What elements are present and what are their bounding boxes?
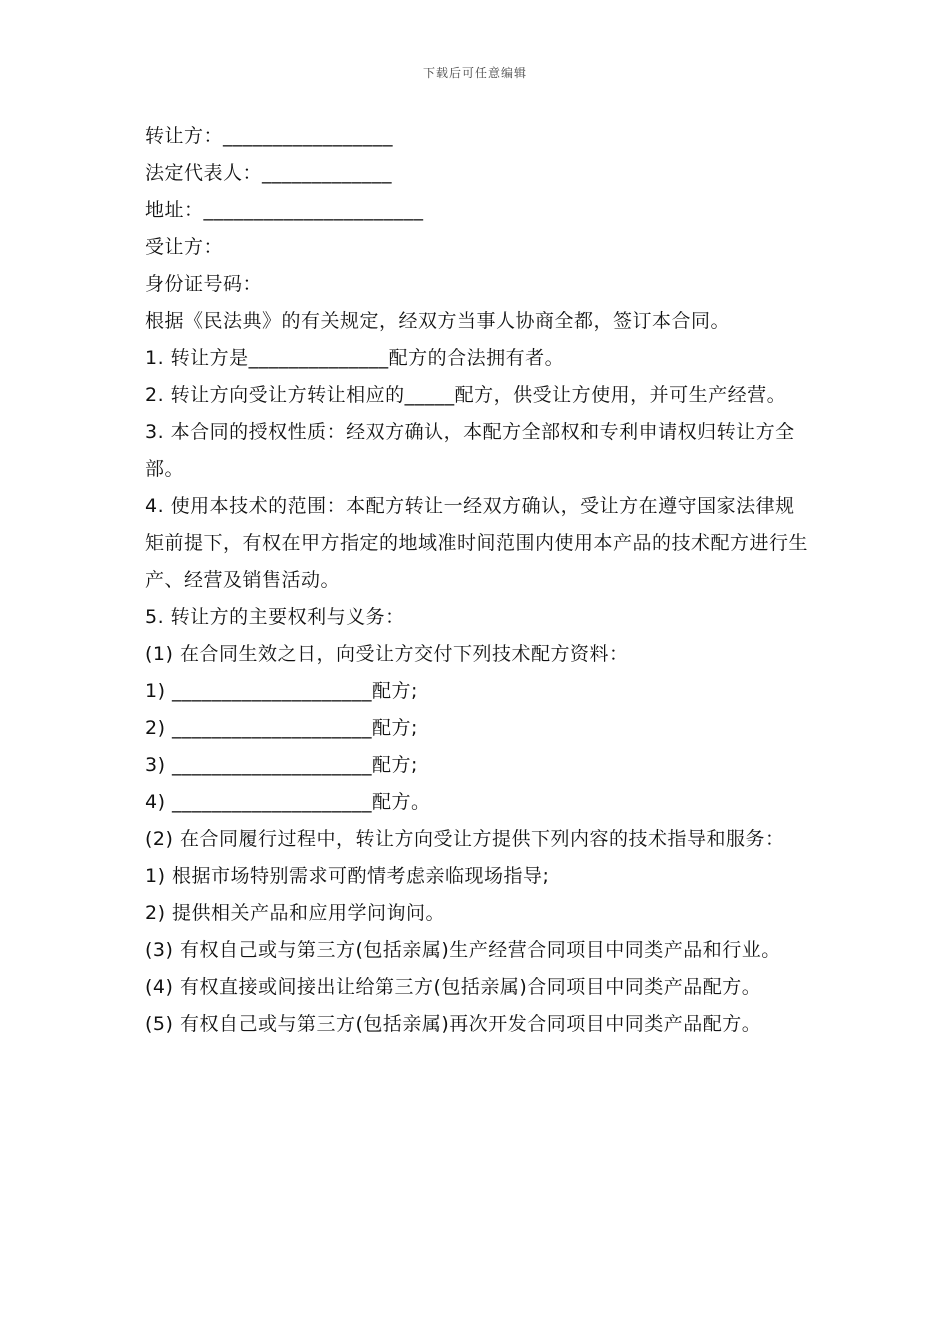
clause-5-heading: 5. 转让方的主要权利与义务： (145, 606, 405, 628)
formula-line-1: 1) ____________________配方; (145, 680, 418, 702)
formula-line-2: 2) ____________________配方; (145, 717, 418, 739)
clause-5-item-1: (1) 在合同生效之日，向受让方交付下列技术配方资料： (145, 643, 629, 665)
guidance-item-1: 1) 根据市场特别需求可酌情考虑亲临现场指导; (145, 865, 550, 887)
formula-line-4: 4) ____________________配方。 (145, 791, 431, 813)
address-line: 地址：______________________ (145, 199, 424, 221)
page-header: 下载后可任意编辑 (422, 66, 527, 80)
clause-5-item-2: (2) 在合同履行过程中，转让方向受让方提供下列内容的技术指导和服务： (145, 828, 785, 850)
clause-1: 1. 转让方是______________配方的合法拥有者。 (145, 347, 565, 369)
transferor-line: 转让方：_________________ (145, 125, 394, 147)
legal-representative-line: 法定代表人：_____________ (145, 162, 393, 184)
clause-5-item-4: (4) 有权直接或间接出让给第三方(包括亲属)合同项目中同类产品配方。 (145, 976, 762, 998)
guidance-item-2: 2) 提供相关产品和应用学问询问。 (145, 902, 446, 924)
clause-2: 2. 转让方向受让方转让相应的_____配方，供受让方使用，并可生产经营。 (145, 384, 787, 406)
clause-3: 3. 本合同的授权性质：经双方确认，本配方全部权和专利申请权归转让方全部。 (145, 421, 795, 480)
formula-line-3: 3) ____________________配方; (145, 754, 418, 776)
preamble-paragraph: 根据《民法典》的有关规定，经双方当事人协商全都，签订本合同。 (145, 310, 731, 332)
id-number-line: 身份证号码： (145, 273, 263, 295)
clause-4: 4. 使用本技术的范围：本配方转让一经双方确认，受让方在遵守国家法律规矩前提下，有权在甲方指定的地域准时间范围内使用本产品的技术配方进行生产、经营及销售活动。 (145, 495, 809, 591)
clause-5-item-3: (3) 有权自己或与第三方(包括亲属)生产经营合同项目中同类产品和行业。 (145, 939, 781, 961)
document-body (145, 118, 810, 1043)
transferee-line: 受让方： (145, 236, 224, 258)
clause-5-item-5: (5) 有权自己或与第三方(包括亲属)再次开发合同项目中同类产品配方。 (145, 1013, 762, 1035)
